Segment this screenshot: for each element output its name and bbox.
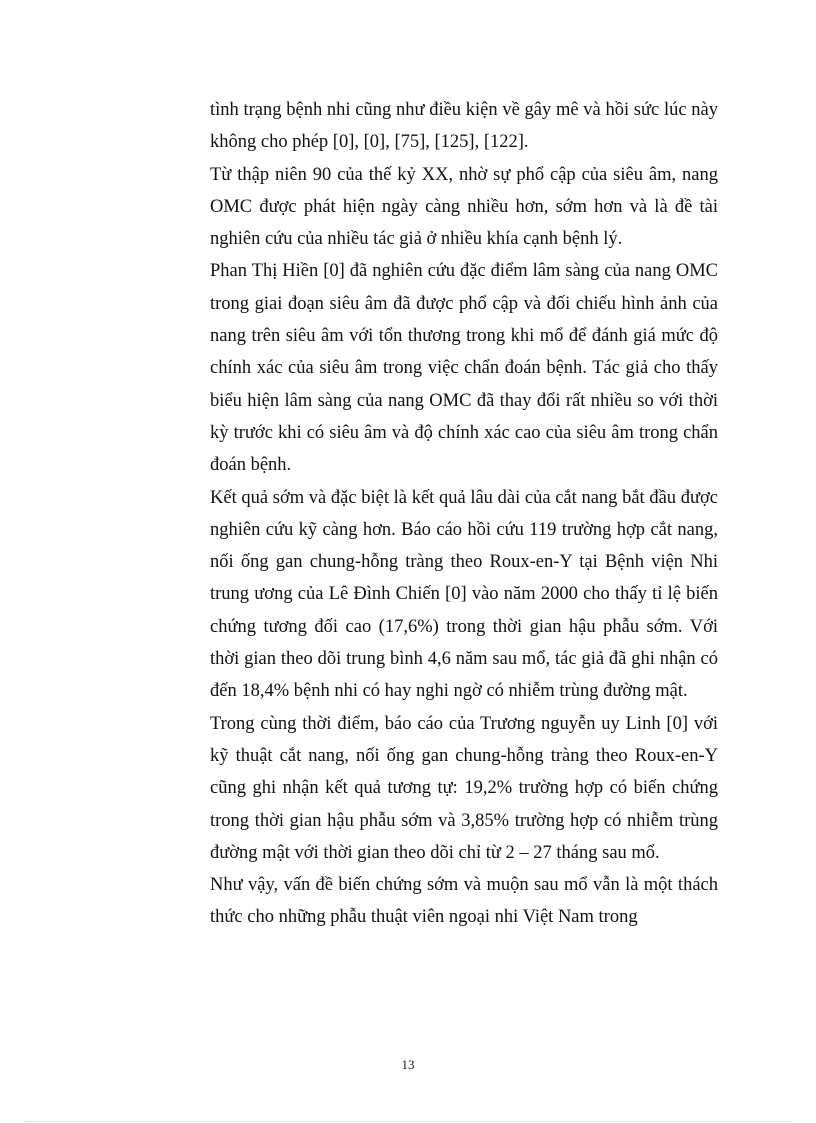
page-bottom-divider [24,1121,792,1122]
paragraph-3: Phan Thị Hiền [0] đã nghiên cứu đặc điểm lâm sàng của nang OMC trong giai đoạn siêu âm đã được phổ cập và đối chiếu hình ảnh của nang trên siêu âm với tổn thương trong khi mổ để đánh giá mức độ chính xác của siêu âm trong việc chẩn đoán bệnh. Tác giả cho thấy biểu hiện lâm sàng của nang OMC đã thay đổi rất nhiều so với thời kỳ trước khi có siêu âm và độ chính xác cao của siêu âm trong chẩn đoán bệnh. [210,261,718,476]
paragraph-6: Như vậy, vấn đề biến chứng sớm và muộn sau mổ vẫn là một thách thức cho những phẫu thuật viên ngoại nhi Việt Nam trong [210,875,718,928]
paragraph-5: Trong cùng thời điểm, báo cáo của Trương nguyễn uy Linh [0] với kỹ thuật cắt nang, nối ống gan chung-hỗng tràng theo Roux-en-Y cũng ghi nhận kết quả tương tự: 19,2% trường hợp có biến chứng trong thời gian hậu phẫu sớm và 3,85% trường hợp có nhiễm trùng đường mật với thời gian theo dõi chỉ từ 2 – 27 tháng sau mổ. [210,713,718,863]
body-text [210,94,718,934]
paragraph-2: Từ thập niên 90 của thế kỷ XX, nhờ sự phổ cập của siêu âm, nang OMC được phát hiện ngày càng nhiều hơn, sớm hơn và là đề tài nghiên cứu của nhiều tác giả ở nhiều khía cạnh bệnh lý. [210,164,718,250]
paragraph-1: tình trạng bệnh nhi cũng như điều kiện về gây mê và hồi sức lúc này không cho phép [0], [0], [75], [125], [122]. [210,100,718,153]
page-number: 13 [401,1057,415,1072]
paragraph-4: Kết quả sớm và đặc biệt là kết quả lâu dài của cắt nang bắt đầu được nghiên cứu kỹ càng hơn. Báo cáo hồi cứu 119 trường hợp cắt nang, nối ống gan chung-hỗng tràng theo Roux-en-Y tại Bệnh viện Nhi trung ương của Lê Đình Chiến [0] vào năm 2000 cho thấy tỉ lệ biến chứng tương đối cao (17,6%) trong thời gian hậu phẫu sớm. Với thời gian theo dõi trung bình 4,6 năm sau mổ, tác giả đã ghi nhận có đến 18,4% bệnh nhi có hay nghi ngờ có nhiễm trùng đường mật. [210,487,718,702]
